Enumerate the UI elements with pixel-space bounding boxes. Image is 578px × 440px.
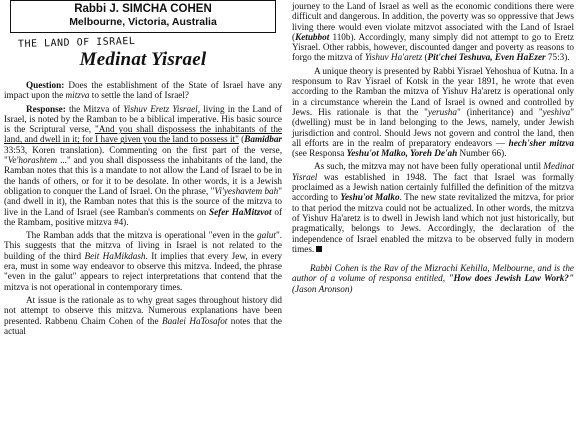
author-name: Rabbi J. SIMCHA COHEN (74, 3, 212, 15)
response-paragraph: Response: the Mitzva of Yishuv Eretz Yisrael, living in the Land of Israel, is noted by the Ramban to be a biblical imperative. His basic source is the Scriptural verse, "And you shall dispossess the inhabitants of the land, and dwell in it; for I have given you the land to possess it" (Bamidbar 33:53, Koren translation). Commenting on the first part of the verse, "Ve'horashtem ..." and you shall dispossess the inhabitants of the land, the Ramban notes that this is a mandate to not allow the Land of Israel to be in the hands of others, or for it to be desolate. In other words, it is a Jewish obligation to conquer the Land of Israel. On the phrase, "Vi'yeshavtem bah" (and dwell in it), the Ramban notes that this is the source of the mitzva to live in the Land of Israel (see Ramban's comments on Sefer HaMitzvot of the Rambam, positive mitzva #4). (4, 103, 283, 227)
conclusion-paragraph: As such, the mitzva may not have been fully operational until Medinat Yisrael was established in 1948. The fact that Israel was formally proclaimed as a Jewish nation certainly fulfilled the definition of the mitzva according to Yeshu'ot Malko. The new state revitalized the mitzva, for prior to that period the mitzva could not be actualized. In other words, the mitzva of Yishuv Ha'aretz is to dwell in Jewish land which not just historically, but pragmatically, belongs to Jews. Accordingly, the declaration of the independence of Israel enabled the mitzva to be observed fully in modern times. (292, 161, 574, 254)
underlined-verse: "And you shall dispossess the inhabitants of the land, and dwell in it; for I have given you the land to possess it" (4, 124, 282, 145)
issue-paragraph: At issue is the rationale as to why great sages throughout history did not attempt to observe this mitzva. Numerous explanations have been presented. Rabbenu Chaim Cohen of the Baalei HaTosafot notes that the actual (4, 294, 282, 336)
end-mark-icon (316, 246, 322, 252)
author-bio: Rabbi Cohen is the Rav of the Mizrachi Kehilla, Melbourne, and is the author of a volume of responsa entitled, "How does Jewish Law Work?" (Jason Aronson) (292, 263, 575, 294)
author-header (10, 0, 276, 33)
ramban-paragraph: The Ramban adds that the mitzva is operational "even in the galut". This suggests that the mitzva of living in Israel is not related to the building of the third Beit HaMikdash. It implies that every Jew, in every era, must in some way endeavor to observe this mitzva. Indeed, the phrase "even in the galut" appears to reject interpretations that contend that the mitzva is not operational in contemporary times. (4, 230, 282, 292)
author-location: Melbourne, Victoria, Australia (69, 16, 217, 28)
kutna-paragraph: A unique theory is presented by Rabbi Yisrael Yehoshua of Kutna. In a responsum to Rav Yisrael of Kotsk in the year 1891, he wrote that even according to the Ramban the mitzva of Yishuv Ha'aretz is operational only in a circumstance wherein the Land of Israel is owned and controlled by Jews. His rationale is that the "yerusha" (inheritance) and "yeshiva" (dwelling) must be in land belonging to the Jews, namely, under Jewish jurisdiction and control. Should Jews not govern and control the land, then all efforts are in the realm of preparatory endeavors — hech'sher mitzva (see Responsa Yeshu'ot Malko, Yoreh De'ah Number 66). (292, 65, 575, 159)
left-column (4, 0, 282, 336)
right-column (292, 1, 574, 294)
response-label: Response: (26, 103, 66, 114)
handwritten-note: THE LAND OF ISRAEL (17, 35, 136, 50)
question-label: Question: (26, 80, 65, 90)
question-paragraph: Question: Does the establishment of the State of Israel have any impact upon the mitzva to settle the land of Israel? (4, 80, 282, 101)
continuation-paragraph: journey to the Land of Israel as well as the economic conditions there were difficult and dangerous. In addition, the poverty was so oppressive that Jews living there would even violate mitzvot associated with the Land of Israel (Ketubbot 110b). Accordingly, many simply did not attempt to go to Eretz Yisrael. Other rabbis, however, discounted danger and poverty as reasons to forgo the mitzva of Yishuv Ha'aretz (Pit'chei Teshuva, Even HaEzer 75:3). (292, 1, 574, 63)
article-title: Medinat Yisrael (79, 49, 207, 70)
